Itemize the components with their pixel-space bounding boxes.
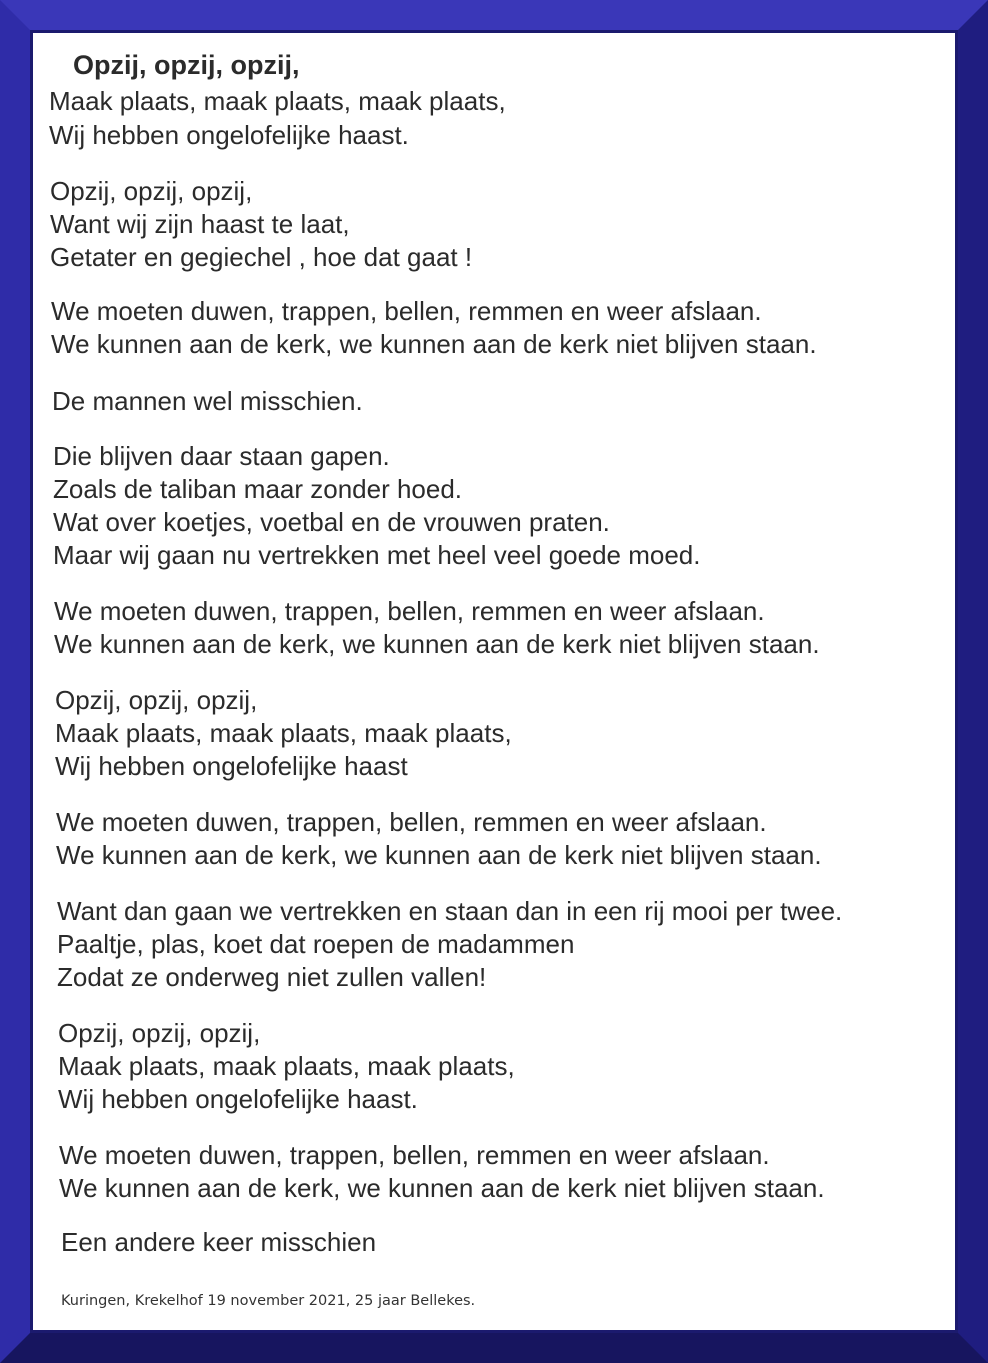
poem-line: Getater en gegiechel , hoe dat gaat ! [50,242,473,272]
poem-line: Maak plaats, maak plaats, maak plaats, [58,1051,515,1081]
poem-line: Wij hebben ongelofelijke haast. [58,1084,418,1114]
poem-line: Maak plaats, maak plaats, maak plaats, [49,86,506,116]
poem-footer: Kuringen, Krekelhof 19 november 2021, 25 jaar Bellekes. [61,1293,476,1309]
poem-line: Zoals de taliban maar zonder hoed. [53,474,463,504]
poem-line: We moeten duwen, trappen, bellen, remmen en weer afslaan. [51,296,762,326]
poem-sheet [33,33,955,1330]
poem-line: We moeten duwen, trappen, bellen, remmen en weer afslaan. [54,596,765,626]
poem-line: We kunnen aan de kerk, we kunnen aan de kerk niet blijven staan. [59,1173,825,1203]
poem-line: Maak plaats, maak plaats, maak plaats, [55,718,512,748]
poem-line: We kunnen aan de kerk, we kunnen aan de kerk niet blijven staan. [54,629,820,659]
poem-line: Want wij zijn haast te laat, [50,209,350,239]
poem-line: Opzij, opzij, opzij, [50,176,253,206]
poem-line: De mannen wel misschien. [52,386,363,416]
poem-line: Zodat ze onderweg niet zullen vallen! [57,962,487,992]
poem-line: Paaltje, plas, koet dat roepen de madammen [57,929,575,959]
poem-line: Opzij, opzij, opzij, [58,1018,261,1048]
poem-line: We kunnen aan de kerk, we kunnen aan de kerk niet blijven staan. [51,329,817,359]
poem-line: Een andere keer misschien [61,1227,377,1257]
poem-line: Opzij, opzij, opzij, [55,685,258,715]
poem-line: We kunnen aan de kerk, we kunnen aan de kerk niet blijven staan. [56,840,822,870]
poem-line: Maar wij gaan nu vertrekken met heel veel goede moed. [53,540,701,570]
poem-line: Die blijven daar staan gapen. [53,441,390,471]
poem-line: We moeten duwen, trappen, bellen, remmen en weer afslaan. [56,807,767,837]
poem-line: Wat over koetjes, voetbal en de vrouwen praten. [53,507,610,537]
poem-line: Wij hebben ongelofelijke haast. [49,120,409,150]
poem-title: Opzij, opzij, opzij, [73,50,300,80]
poem-line: Wij hebben ongelofelijke haast [55,751,408,781]
poem-line: We moeten duwen, trappen, bellen, remmen en weer afslaan. [59,1140,770,1170]
poem-line: Want dan gaan we vertrekken en staan dan in een rij mooi per twee. [57,896,843,926]
